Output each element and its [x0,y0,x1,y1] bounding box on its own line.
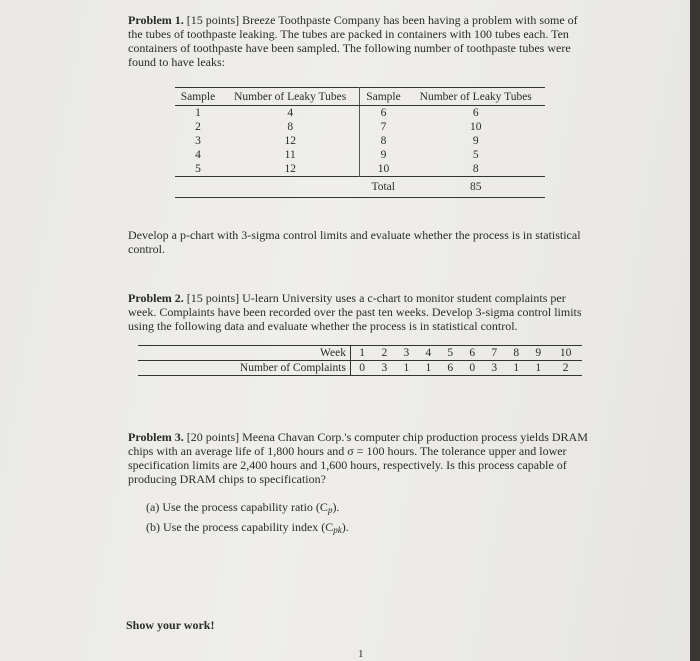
problem-1-task: Develop a p-chart with 3-sigma control limits and evaluate whether the process is in statistical control. [128,228,581,256]
cell: 11 [221,148,360,162]
cell [221,177,360,198]
page-number: 1 [358,648,364,660]
problem-1-statement [128,13,593,69]
cell: 10 [549,346,582,361]
cell: 6 [439,361,461,376]
table-total-row [175,177,545,198]
header-sample-2: Sample [360,88,407,106]
cell: 1 [195,107,201,119]
part-a-suffix: ). [332,500,340,514]
table-row [175,148,545,162]
cell: 3 [483,361,505,376]
cell: 5 [472,149,479,161]
cell: 1 [527,361,549,376]
cell: 10 [469,121,482,133]
cell: 12 [221,162,360,177]
problem-2-points: [15 points] [186,291,240,305]
cell: 1 [417,361,439,376]
total-label: Total [360,177,407,198]
problem-1-points: [15 points] [186,13,240,27]
problem-3-text: Meena Chavan Corp.'s computer chip production process yields DRAM chips with an average life of 1,800 hours and σ = 100 hours. The tolerance upper and lower specification limits are 2,400 hours and 1,600 hours, respectively. Is this process capable of producing DRAM chips to specification? [128,430,588,486]
cell: 2 [195,121,201,133]
cell: 5 [439,346,461,361]
table-row [175,134,545,148]
cell: 7 [483,346,505,361]
cell: 3 [373,361,395,376]
cell: 2 [549,361,582,376]
cell: 6 [380,107,387,119]
cell: 9 [527,346,549,361]
cell: 2 [373,346,395,361]
part-b-subscript: pk [333,525,342,535]
cell: 8 [472,163,479,175]
cell: 0 [350,361,373,376]
cell: 3 [395,346,417,361]
cell: 6 [461,346,483,361]
cell: 1 [505,361,527,376]
problem-1-text: Breeze Toothpaste Company has been having a problem with some of the tubes of toothpaste leaking. The tubes are packed in containers with 100 tubes each. Ten containers of toothpaste have been sampled. The following number of toothpaste tubes were found to have leaks: [128,13,578,69]
problem-2-heading: Problem 2. [128,291,184,305]
problem-3-heading: Problem 3. [128,430,184,444]
table-row [175,106,545,121]
cell: 8 [380,135,387,147]
header-leaky-2: Number of Leaky Tubes [406,88,545,106]
complaints-table [138,345,582,376]
leaky-tubes-table [175,87,545,198]
cell: 10 [377,163,390,175]
table-row [175,162,545,177]
cell: 8 [221,120,360,134]
table-row [175,120,545,134]
problem-2-text: U-learn University uses a c-chart to monitor student complaints per week. Complaints have been recorded over the past ten weeks. Develop 3-sigma control limits using the following data and evaluate whether the process is in statistical control. [128,291,582,333]
cell: 9 [380,149,387,161]
part-b-text: (b) Use the process capability index (C [146,520,334,534]
part-b-suffix: ). [341,520,349,534]
cell: 0 [461,361,483,376]
cell: 12 [221,134,360,148]
week-row [138,346,582,361]
part-a-text: (a) Use the process capability ratio (C [146,500,328,514]
header-leaky-1: Number of Leaky Tubes [221,88,360,106]
cell: 7 [380,121,387,133]
complaints-row [138,361,582,376]
cell: 8 [505,346,527,361]
cell: 1 [395,361,417,376]
cell: 1 [350,346,373,361]
cell: 6 [472,107,479,119]
problem-3-part-a [146,500,339,517]
problem-3-statement [128,430,593,486]
header-sample-1: Sample [175,88,221,106]
cell: 4 [195,149,201,161]
problem-3-points: [20 points] [186,430,240,444]
problem-2-statement [128,291,593,333]
table-header-row [175,88,545,106]
total-value: 85 [406,177,545,198]
show-work-note: Show your work! [126,618,215,632]
week-label: Week [138,346,350,361]
cell: 9 [472,135,479,147]
problem-3-part-b [146,520,349,537]
cell: 4 [417,346,439,361]
cell: 4 [221,106,360,121]
cell: 3 [195,135,201,147]
part-a-subscript: p [327,505,333,515]
cell [175,177,221,198]
problem-1-heading: Problem 1. [128,13,184,27]
complaints-label: Number of Complaints [138,361,350,376]
cell: 5 [195,163,201,175]
